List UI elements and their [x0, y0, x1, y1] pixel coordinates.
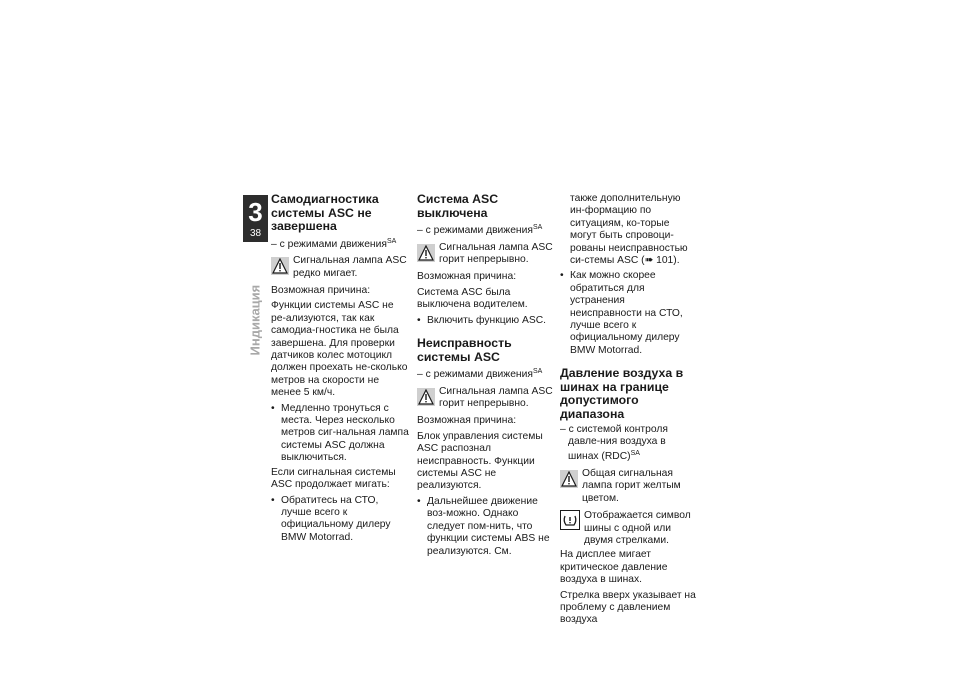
paragraph: Блок управления системы ASC распознал неисправность. Функции системы ASC не реализуются. — [417, 430, 543, 492]
heading-asc-fault: Неисправность системы ASC — [417, 336, 512, 364]
warning-row — [271, 255, 409, 280]
paragraph: Система ASC была выключена водителем. — [417, 286, 528, 311]
heading-tire-pressure: Давление воздуха в шинах на границе допустимого диапазона — [560, 366, 684, 422]
bullet-item: • Как можно скорее обратиться для устранения неисправности на СТО, лучше всего к официальному дилеру BMW Motorrad. — [560, 270, 698, 357]
section-label: Индикация — [247, 284, 263, 356]
mode-note: – с режимами движения$^{SA}$ — [417, 224, 543, 237]
warning-triangle-icon — [417, 388, 435, 406]
column-2 — [417, 193, 555, 560]
chapter-number: 3 — [248, 197, 263, 227]
warning-triangle-icon — [560, 470, 578, 488]
tire-symbol-row — [560, 510, 698, 547]
mode-note: – с системой контроля давле-ния воздуха в шинах (RDC)$^{SA}$ — [560, 423, 668, 463]
tire-text: Отображается символ шины с одной или двумя стрелками. — [584, 510, 691, 546]
warning-row — [417, 242, 555, 267]
cause-label: Возможная причина: — [271, 285, 371, 296]
warning-row — [417, 386, 555, 411]
tire-pressure-icon — [560, 510, 580, 530]
bullet-item: • Медленно тронуться с места. Через несколько метров сиг-нальная лампа системы ASC должна выключиться. — [271, 403, 409, 465]
continued-text: также дополнительную ин-формацию по ситуациям, ко-торые могут быть спровоци-рованы неисправностью си-стемы ASC (➠ 101). — [570, 193, 688, 267]
warning-text: Сигнальная лампа ASC горит непрерывно. — [439, 385, 553, 410]
warning-text: Общая сигнальная лампа горит желтым цветом. — [582, 467, 681, 504]
paragraph: Стрелка вверх указывает на проблему с давлением воздуха — [560, 589, 696, 626]
paragraph: На дисплее мигает критическое давление воздуха в шинах. — [560, 549, 668, 586]
bullet-item: • Включить функцию ASC. — [417, 315, 555, 327]
warning-triangle-icon — [271, 257, 289, 275]
warning-text: Сигнальная лампа ASC редко мигает. — [293, 255, 407, 279]
warning-triangle-icon — [417, 244, 435, 262]
mode-note: – с режимами движения$^{SA}$ — [271, 237, 397, 250]
page-number: 38 — [249, 228, 262, 239]
paragraph: Если сигнальная системы ASC продолжает мигать: — [271, 466, 396, 491]
heading-self-diagnosis: Самодиагностика системы ASC не завершена — [271, 192, 379, 234]
cause-label: Возможная причина: — [417, 415, 517, 427]
heading-asc-off: Система ASC выключена — [417, 192, 499, 220]
mode-note: – с режимами движения$^{SA}$ — [417, 368, 543, 381]
bullet-item: • Обратитесь на СТО, лучше всего к официальному дилеру BMW Motorrad. — [271, 495, 409, 545]
warning-row — [560, 468, 698, 505]
warning-text: Сигнальная лампа ASC горит непрерывно. — [439, 241, 553, 265]
paragraph: Функции системы ASC не ре-ализуются, так как самодиа-гностика не была завершена. Для проверки датчиков колес мотоцикл должен проехать не-сколько метров на скорости не менее 5 км/ч. — [271, 300, 408, 399]
column-1 — [271, 193, 409, 546]
bullet-item: • Дальнейшее движение воз-можно. Однако следует пом-нить, что функции системы ABS не реализуются. См. — [417, 496, 555, 558]
cause-label: Возможная причина: — [417, 271, 517, 283]
column-3 — [560, 193, 698, 630]
